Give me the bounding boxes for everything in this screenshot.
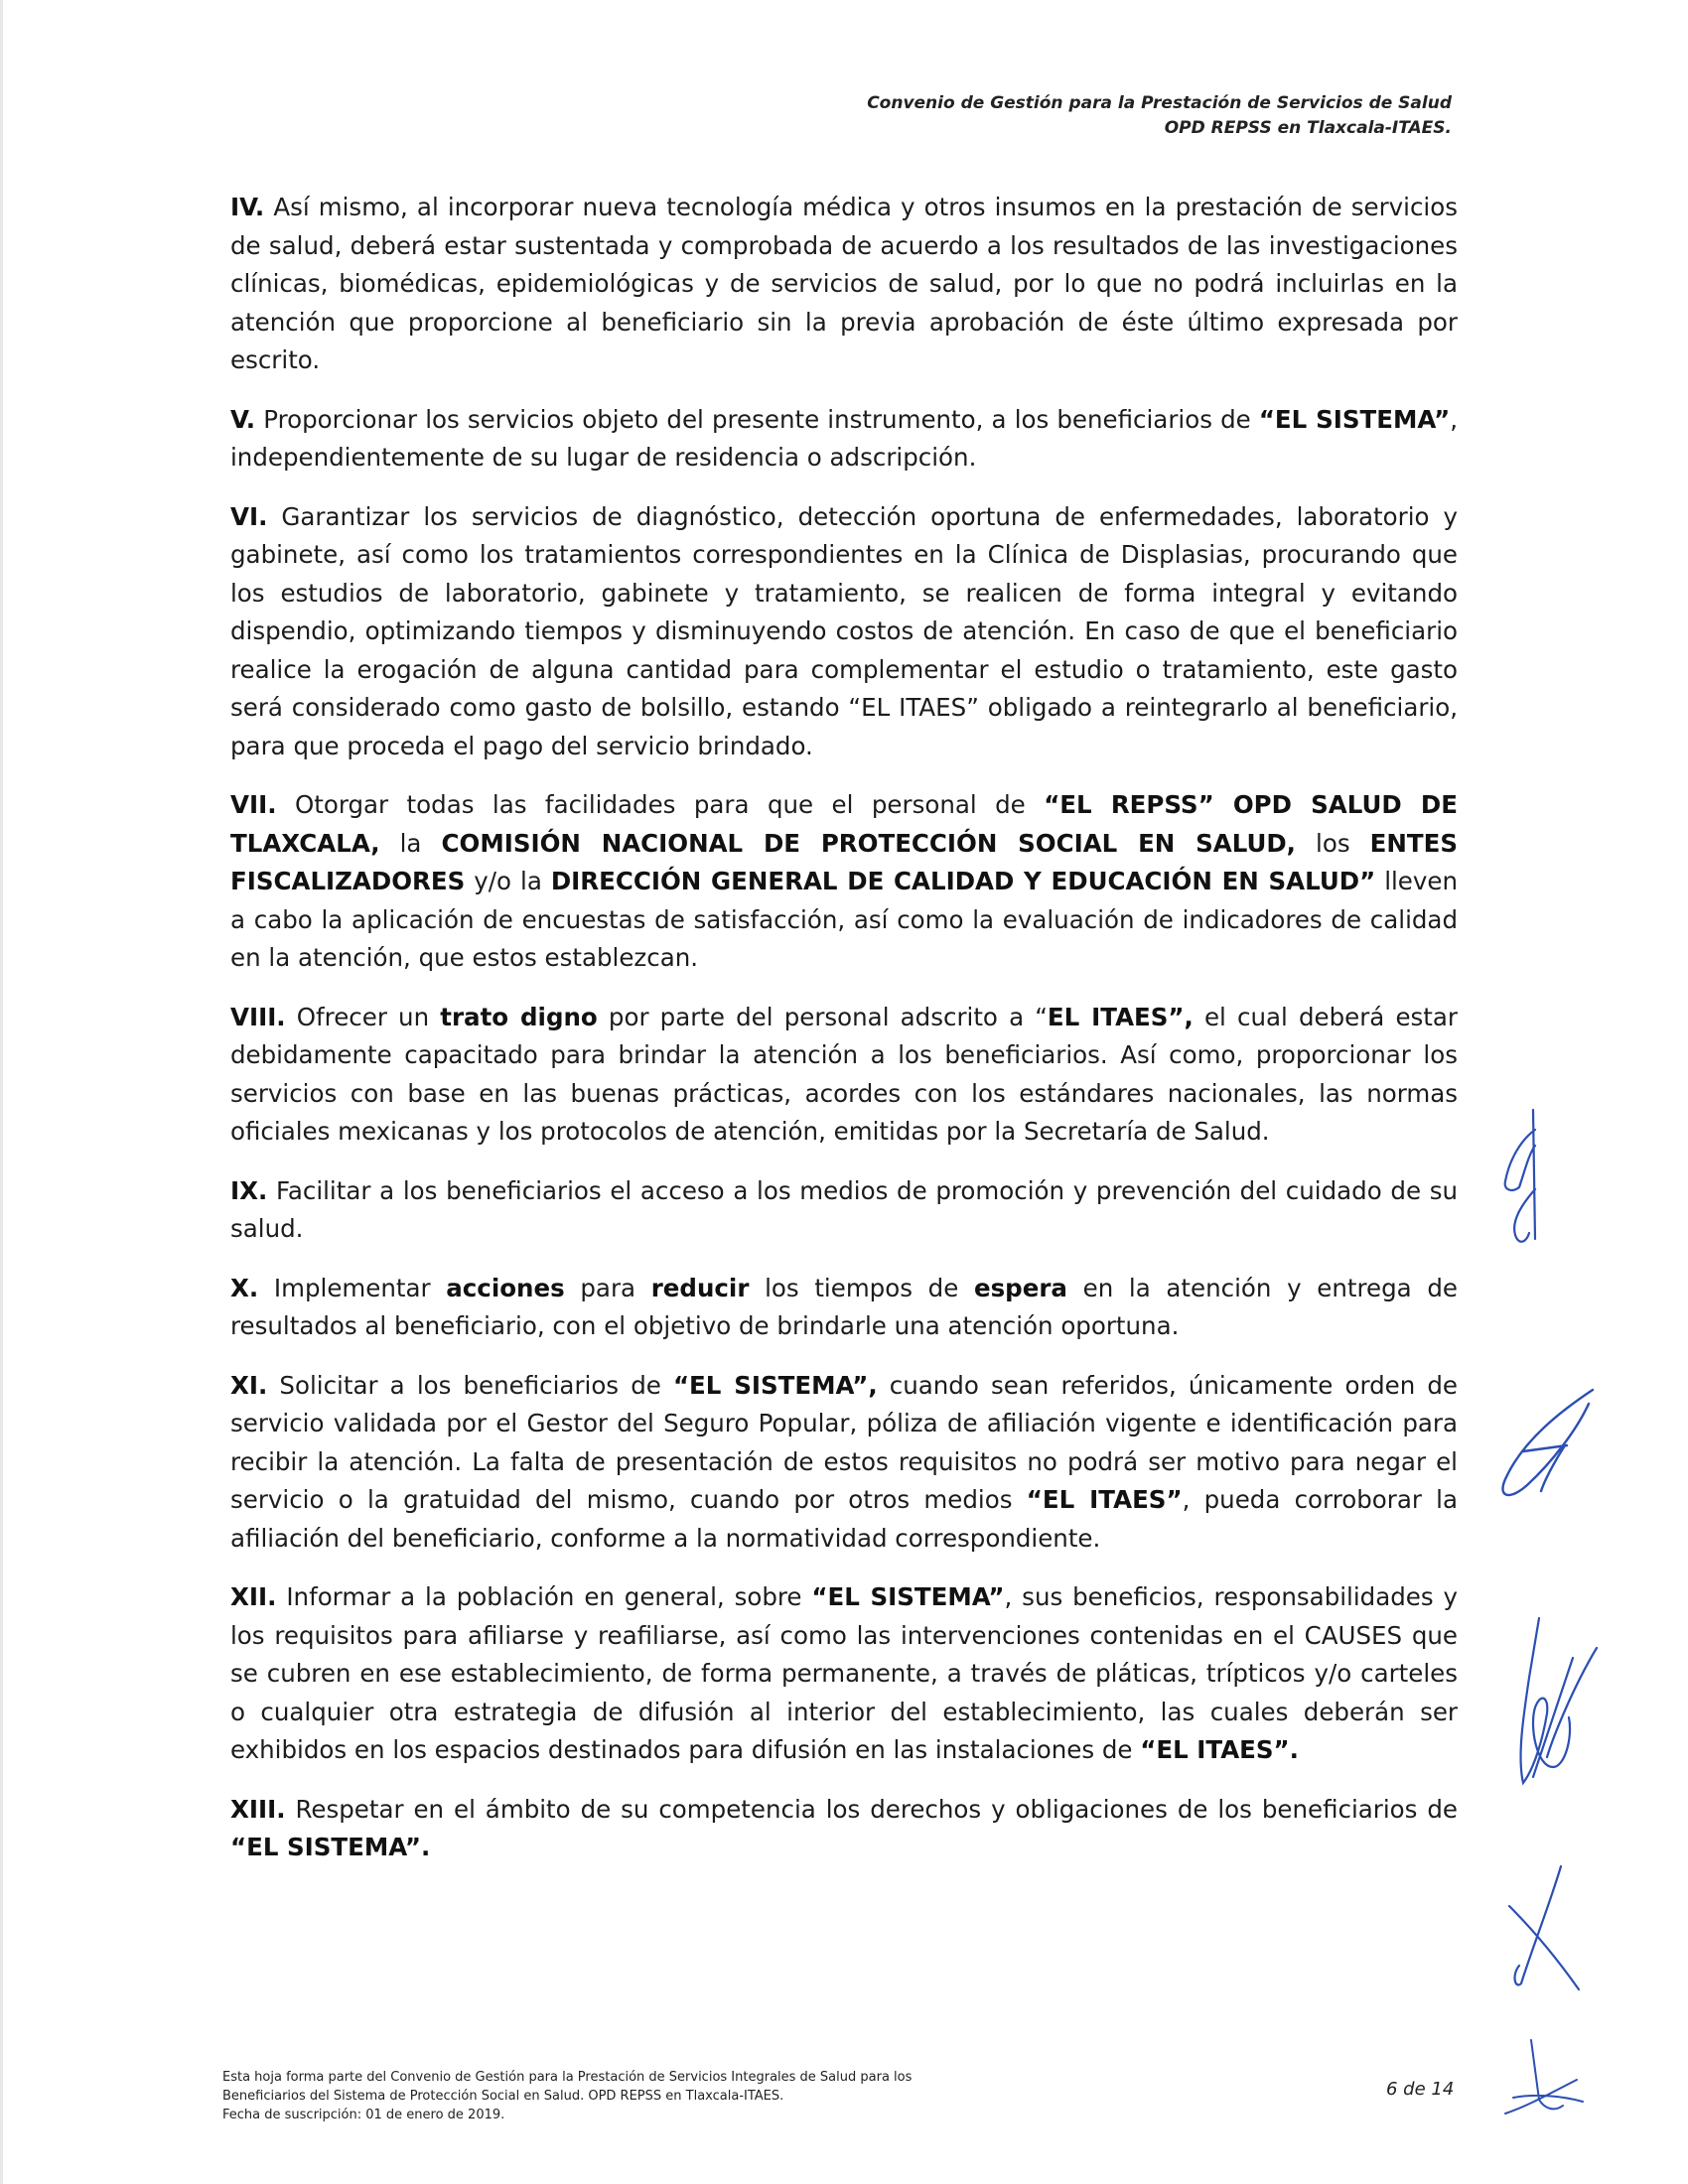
clause-text: Otorgar todas las facilidades para que el personal de	[276, 790, 1045, 819]
clause-emphasis: DIRECCIÓN GENERAL DE CALIDAD Y EDUCACIÓN EN SALUD”	[550, 867, 1376, 895]
clause-paragraph	[230, 189, 1458, 380]
header-subtitle: OPD REPSS en Tlaxcala-ITAES.	[1164, 118, 1452, 138]
footer-line-2: Beneficiarios del Sistema de Protección Social en Salud. OPD REPSS en Tlaxcala-ITAES.	[222, 2089, 784, 2104]
clause-text: los tiempos de	[749, 1273, 974, 1302]
clause-text: en la atención y entrega de resultados al beneficiario, con el objetivo de brindarle una atención oportuna.	[230, 1273, 1458, 1340]
clause-emphasis: ENTES FISCALIZADORES	[230, 828, 1458, 895]
clause-paragraph	[230, 1270, 1458, 1346]
clause-emphasis: “EL SISTEMA”.	[230, 1833, 431, 1861]
clause-emphasis: espera	[973, 1273, 1067, 1302]
clause-emphasis: COMISIÓN NACIONAL DE PROTECCIÓN SOCIAL EN SALUD,	[441, 828, 1296, 858]
clause-text: Así mismo, al incorporar nueva tecnología médica y otros insumos en la prestación de servicios de salud, deberá estar sustentada y comprobada de acuerdo a los resultados de las investigaciones clínicas, biomédicas, epidemiológicas y de servicios de salud, por lo que no podrá incluirlas en la atención que proporcione al beneficiario sin la previa aprobación de éste último expresada por escrito.	[230, 193, 1458, 374]
clause-text: , pueda corroborar la afiliación del beneficiario, conforme a la normatividad correspondiente.	[230, 1485, 1458, 1553]
clause-text: Implementar	[258, 1273, 447, 1302]
clause-emphasis: reducir	[650, 1273, 750, 1302]
clause-text: , independientemente de su lugar de residencia o adscripción.	[230, 404, 1458, 472]
clause-text: los	[1295, 828, 1370, 858]
clause-numeral: IV.	[230, 193, 265, 221]
clause-text: Garantizar los servicios de diagnóstico, detección oportuna de enfermedades, laboratorio y gabinete, así como los tratamientos correspondientes en la Clínica de Displasias, procurando que los estudios de laboratorio, gabinete y tratamiento, se realicen de forma integral y evitando dispendio, optimizando tiempos y disminuyendo costos de atención. En caso de que el beneficiario realice la erogación de alguna cantidad para complementar el estudio o tratamiento, este gasto será considerado como gasto de bolsillo, estando “EL ITAES” obligado a reintegrarlo al beneficiario, para que proceda el pago del servicio brindado.	[230, 501, 1458, 760]
clause-text: la	[379, 828, 442, 858]
clause-numeral: XI.	[230, 1370, 268, 1400]
document-header	[867, 91, 1452, 141]
clause-emphasis: EL ITAES”,	[1047, 1002, 1194, 1031]
clause-paragraph	[230, 786, 1458, 978]
footer-line-1: Esta hoja forma parte del Convenio de Gestión para la Prestación de Servicios Integrales de Salud para los	[222, 2070, 913, 2085]
clause-paragraph	[230, 999, 1458, 1152]
clause-text: Solicitar a los beneficiarios de	[267, 1370, 673, 1400]
clause-text: Informar a la población en general, sobre	[276, 1582, 812, 1611]
document-body	[230, 189, 1458, 1888]
clause-paragraph	[230, 1367, 1458, 1559]
clause-numeral: IX.	[230, 1175, 268, 1205]
clause-numeral: XII.	[230, 1582, 277, 1611]
page-number: 6 de 14	[1386, 2079, 1455, 2100]
clause-numeral: X.	[230, 1273, 259, 1302]
clause-text: cuando sean referidos, únicamente orden de servicio validada por el Gestor del Seguro Popular, póliza de afiliación vigente e identificación para recibir la atención. La falta de presentación de estos requisitos no podrá ser motivo para negar el servicio o la gratuidad del mismo, cuando por otros medios	[230, 1370, 1458, 1514]
clause-paragraph	[230, 1172, 1458, 1249]
signature-2-icon	[1493, 1390, 1603, 1509]
clause-text: para	[564, 1273, 651, 1302]
clause-text: Ofrecer un	[285, 1002, 441, 1031]
clause-paragraph	[230, 1578, 1458, 1770]
clause-paragraph	[230, 498, 1458, 766]
clause-numeral: VI.	[230, 501, 268, 531]
footer-note	[222, 2068, 1096, 2124]
signature-3-icon	[1493, 1618, 1603, 1787]
clause-numeral: XIII.	[230, 1794, 286, 1824]
margin-signatures	[1470, 1092, 1628, 2144]
clause-numeral: V.	[230, 404, 256, 434]
clause-paragraph	[230, 1791, 1458, 1867]
clause-emphasis: “EL REPSS” OPD SALUD DE TLAXCALA,	[230, 790, 1458, 858]
clause-paragraph	[230, 401, 1458, 478]
clause-text: por parte del personal adscrito a “	[597, 1002, 1048, 1031]
clause-emphasis: “EL SISTEMA”	[811, 1582, 1005, 1611]
clause-emphasis: “EL SISTEMA”,	[672, 1370, 878, 1400]
clause-text: Respetar en el ámbito de su competencia los derechos y obligaciones de los beneficiarios de	[285, 1794, 1458, 1824]
clause-text: Facilitar a los beneficiarios el acceso a los medios de promoción y prevención del cuidado de su salud.	[230, 1175, 1458, 1243]
signature-4-icon	[1499, 1866, 1589, 1995]
clause-emphasis: acciones	[446, 1273, 565, 1302]
clause-numeral: VIII.	[230, 1002, 286, 1031]
clause-emphasis: trato digno	[440, 1002, 598, 1031]
clause-text: lleven a cabo la aplicación de encuestas de satisfacción, así como la evaluación de indicadores de calidad en la atención, que estos establezcan.	[230, 867, 1458, 972]
clause-emphasis: “EL SISTEMA”	[1258, 404, 1451, 434]
page-edge	[0, 0, 3, 2184]
clause-text: , sus beneficios, responsabilidades y los requisitos para afiliarse y reafiliarse, así como las intervenciones contenidas en el CAUSES que se cubren en ese establecimiento, de forma permanente, a través de pláticas, trípticos y/o carteles o cualquier otra estrategia de difusión al interior del establecimiento, las cuales deberán ser exhibidos en los espacios destinados para difusión en las instalaciones de	[230, 1582, 1458, 1764]
clause-emphasis: “EL ITAES”.	[1140, 1735, 1299, 1764]
footer-line-3: Fecha de suscripción: 01 de enero de 2019.	[222, 2108, 505, 2122]
clause-text: el cual deberá estar debidamente capacitado para brindar la atención a los beneficiarios. Así como, proporcionar los servicios con base en las buenas prácticas, acordes con los estándares nacionales, las normas oficiales mexicanas y los protocolos de atención, emitidas por la Secretaría de Salud.	[230, 1002, 1458, 1146]
clause-emphasis: “EL ITAES”	[1026, 1485, 1183, 1514]
header-title: Convenio de Gestión para la Prestación de Servicios de Salud	[867, 93, 1452, 113]
clause-text: y/o la	[465, 867, 551, 895]
clause-text: Proporcionar los servicios objeto del presente instrumento, a los beneficiarios de	[255, 404, 1259, 434]
signature-1-icon	[1491, 1110, 1551, 1259]
signature-5-icon	[1499, 2040, 1589, 2119]
clause-numeral: VII.	[230, 790, 277, 819]
